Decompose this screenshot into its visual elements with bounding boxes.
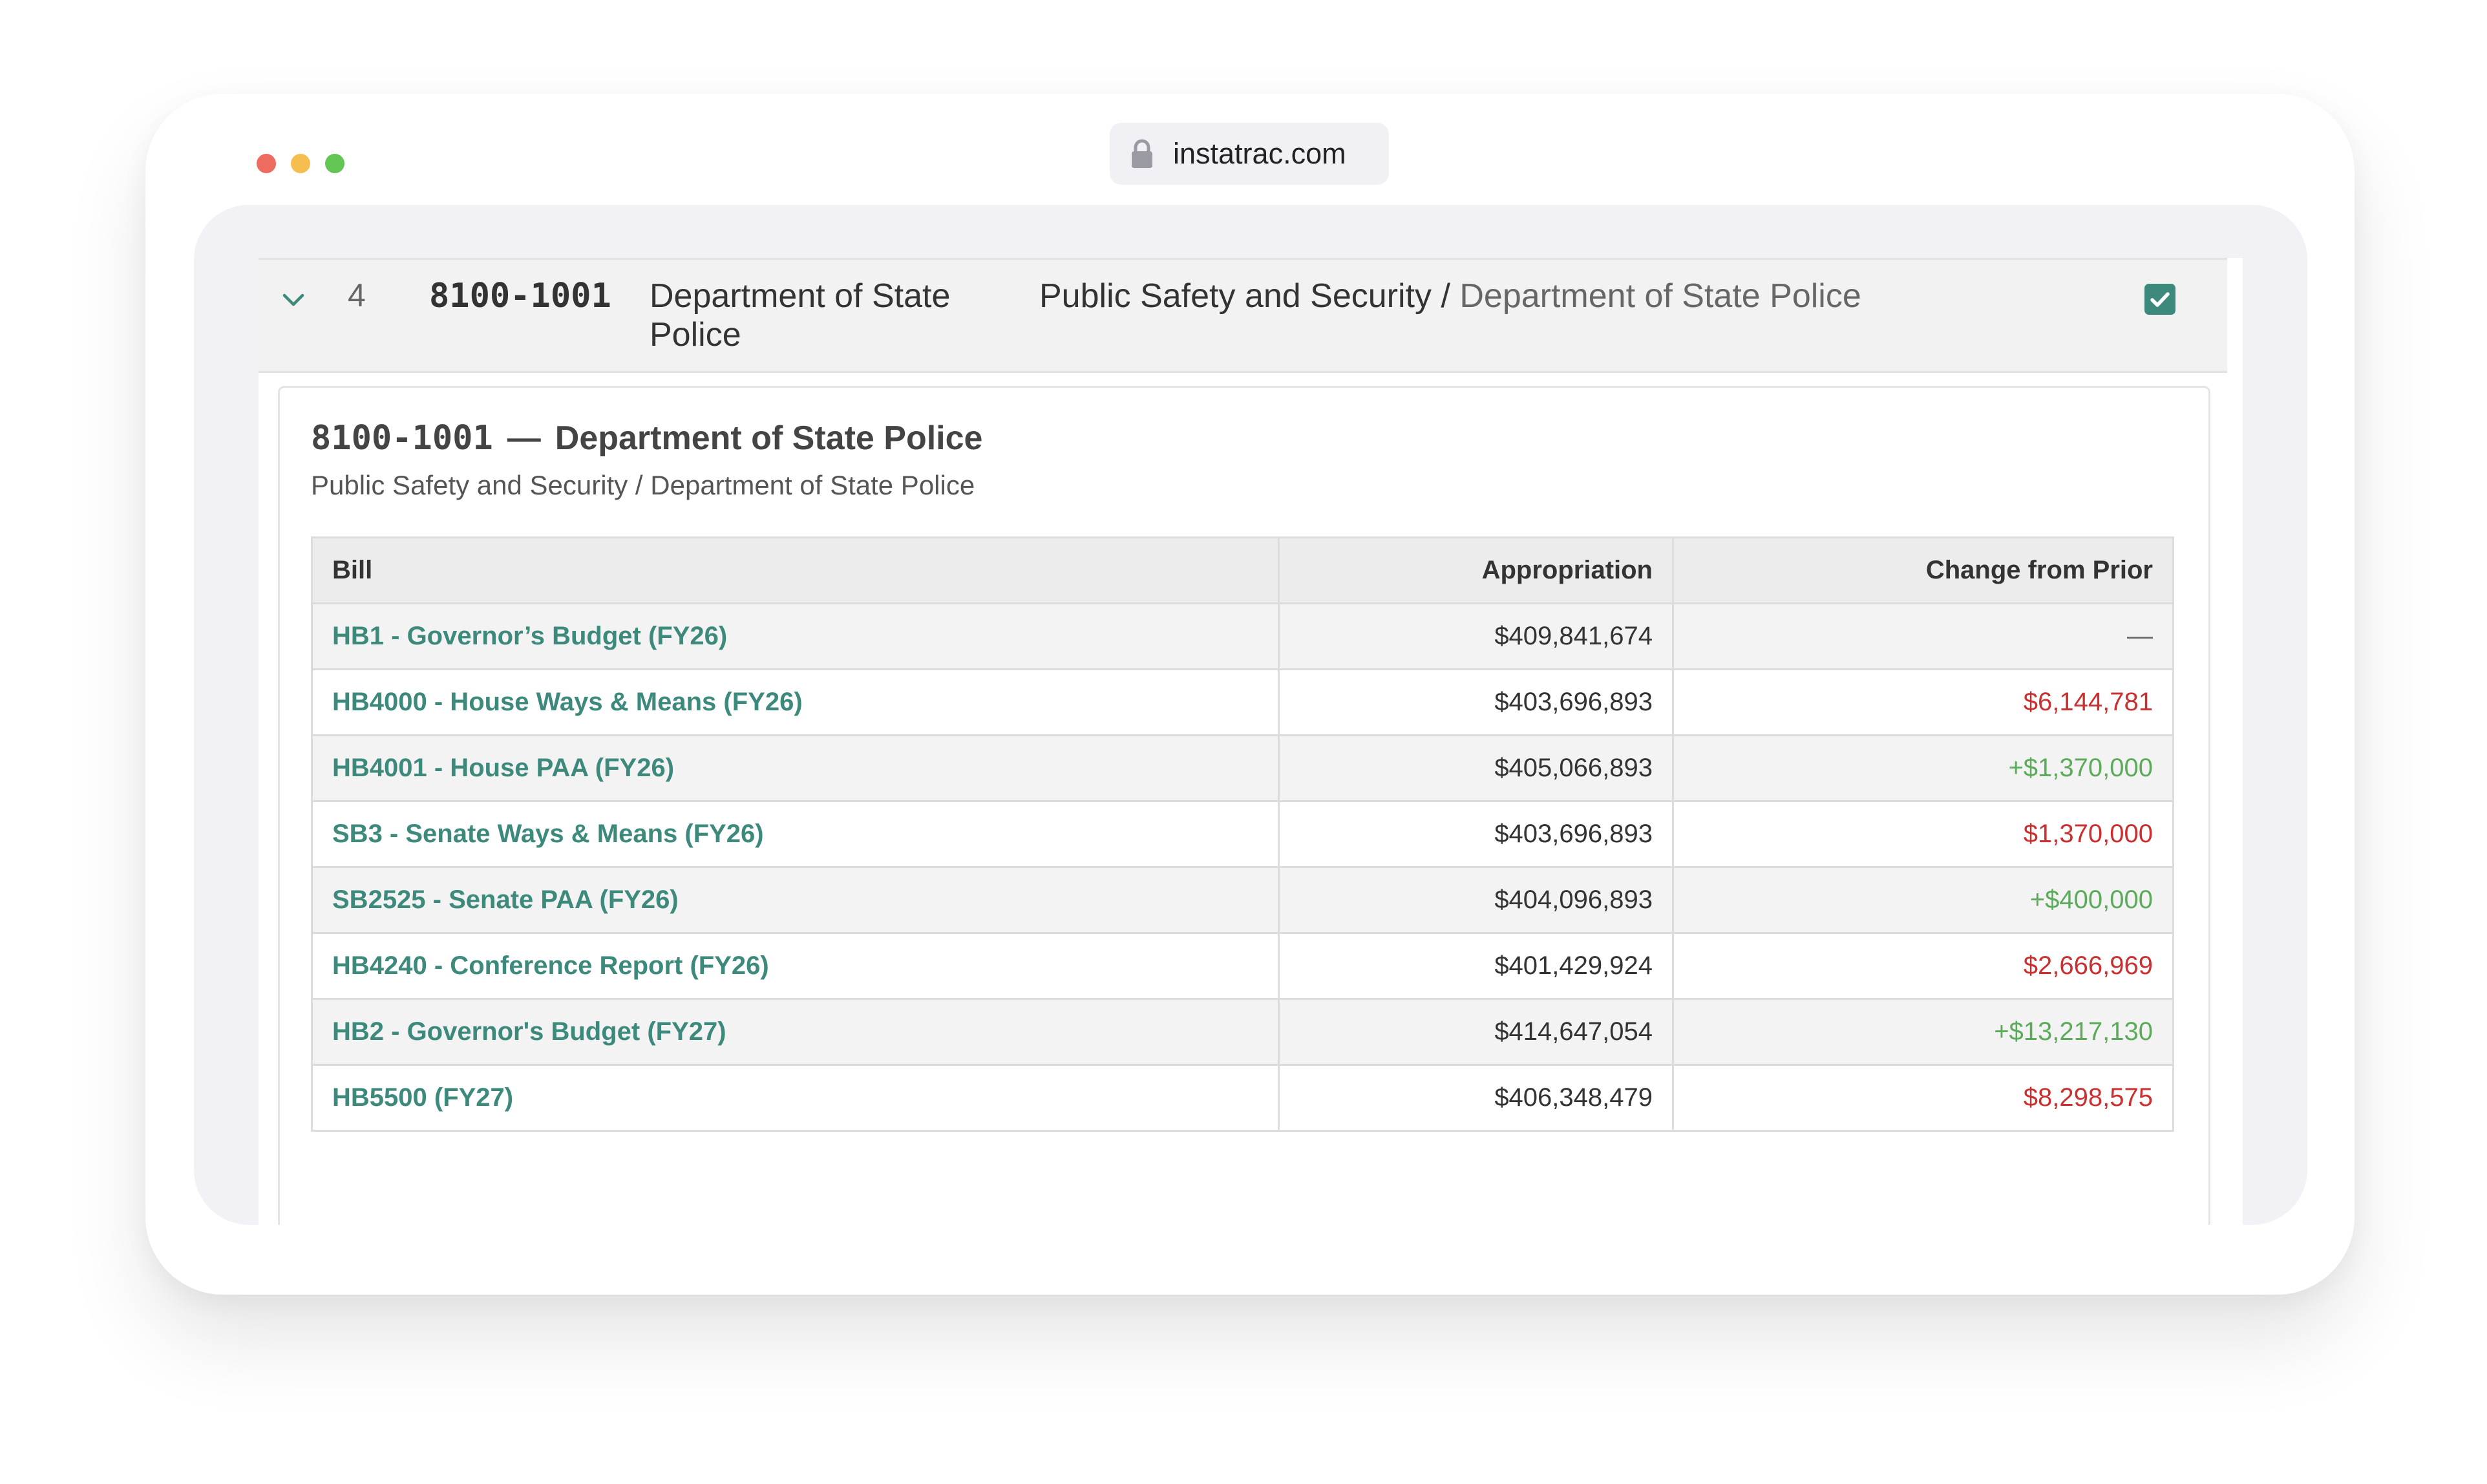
column-header-bill[interactable]: Bill [312, 538, 1279, 604]
subcategory-name: Department of State Police [1459, 277, 1861, 315]
table-row [312, 999, 2174, 1065]
address-bar[interactable] [1110, 123, 1389, 185]
bill-link[interactable]: SB2525 - Senate PAA (FY26) [312, 867, 1279, 933]
appropriation-value: $404,096,893 [1279, 867, 1673, 933]
bill-link[interactable]: HB4001 - House PAA (FY26) [312, 736, 1279, 801]
change-value: +$1,370,000 [1673, 736, 2174, 801]
browser-window [145, 94, 2355, 1295]
chevron-down-icon[interactable] [280, 287, 306, 313]
detail-breadcrumb: Public Safety and Security / Department of State Police [311, 470, 975, 500]
close-window-button[interactable] [257, 154, 276, 173]
bill-link[interactable]: HB2 - Governor's Budget (FY27) [312, 999, 1279, 1065]
detail-panel [278, 386, 2210, 1225]
table-row [312, 933, 2174, 999]
lock-icon [1130, 139, 1154, 169]
detail-code: 8100-1001 [311, 419, 493, 458]
appropriation-value: $406,348,479 [1279, 1065, 1673, 1131]
appropriation-value: $405,066,893 [1279, 736, 1673, 801]
table-header-row [312, 538, 2174, 604]
appropriation-value: $403,696,893 [1279, 801, 1673, 867]
table-row [312, 670, 2174, 736]
change-value: $2,666,969 [1673, 933, 2174, 999]
change-value: — [1673, 604, 2174, 670]
page-frame [194, 205, 2307, 1225]
bill-link[interactable]: HB1 - Governor’s Budget (FY26) [312, 604, 1279, 670]
page-content [259, 258, 2243, 1225]
change-value: $8,298,575 [1673, 1065, 2174, 1131]
category-path [1039, 277, 1861, 315]
minimize-window-button[interactable] [291, 154, 310, 173]
bills-table [311, 536, 2174, 1132]
change-value: $1,370,000 [1673, 801, 2174, 867]
appropriation-value: $401,429,924 [1279, 933, 1673, 999]
detail-department: Department of State Police [555, 419, 983, 457]
line-item-code: 8100-1001 [429, 277, 611, 315]
category-name: Public Safety and Security [1039, 277, 1432, 315]
appropriation-value: $403,696,893 [1279, 670, 1673, 736]
department-name: Department of State Police [650, 277, 951, 354]
maximize-window-button[interactable] [325, 154, 344, 173]
bill-link[interactable]: HB4000 - House Ways & Means (FY26) [312, 670, 1279, 736]
row-index: 4 [348, 277, 366, 313]
table-row [312, 736, 2174, 801]
column-header-appropriation[interactable]: Appropriation [1279, 538, 1673, 604]
checkbox-checked-icon[interactable] [2144, 284, 2175, 315]
change-value: $6,144,781 [1673, 670, 2174, 736]
appropriation-value: $414,647,054 [1279, 999, 1673, 1065]
title-dash: — [507, 419, 541, 457]
change-value: +$13,217,130 [1673, 999, 2174, 1065]
table-row [312, 867, 2174, 933]
bill-link[interactable]: SB3 - Senate Ways & Means (FY26) [312, 801, 1279, 867]
bill-link[interactable]: HB4240 - Conference Report (FY26) [312, 933, 1279, 999]
column-header-change[interactable]: Change from Prior [1673, 538, 2174, 604]
path-separator: / [1432, 277, 1460, 315]
table-row [312, 801, 2174, 867]
appropriation-value: $409,841,674 [1279, 604, 1673, 670]
line-item-row[interactable] [259, 258, 2227, 373]
table-row [312, 1065, 2174, 1131]
url-text: instatrac.com [1173, 137, 1346, 170]
detail-title [311, 419, 982, 458]
change-value: +$400,000 [1673, 867, 2174, 933]
bill-link[interactable]: HB5500 (FY27) [312, 1065, 1279, 1131]
table-row [312, 604, 2174, 670]
